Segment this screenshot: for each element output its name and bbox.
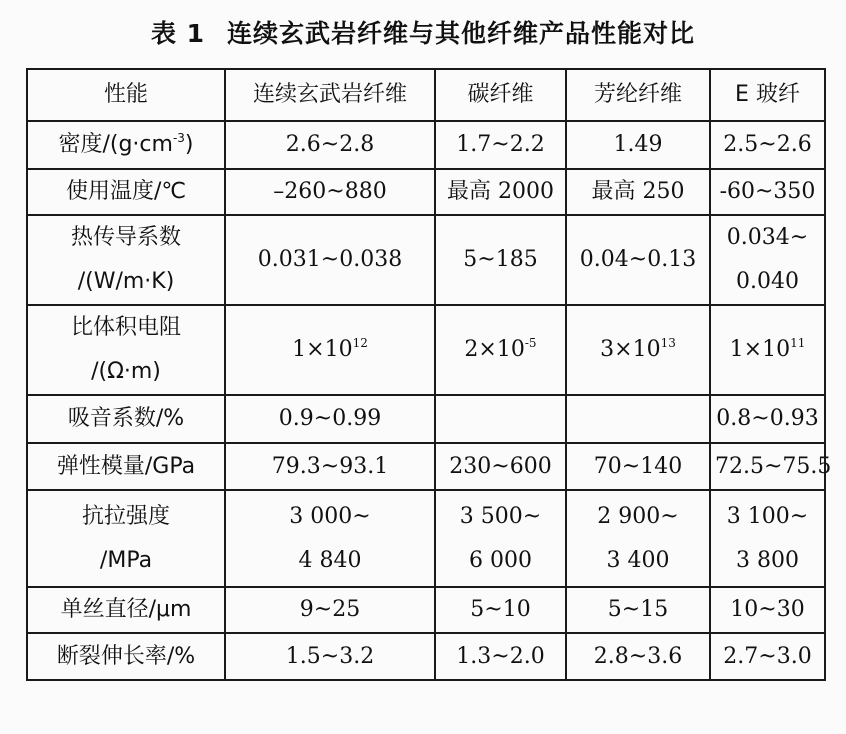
value-cell: 0.9~0.99 (225, 395, 435, 443)
property-cell (27, 305, 225, 395)
value-cell: 2.8~3.6 (566, 633, 710, 680)
value-cell: 79.3~93.1 (225, 443, 435, 490)
value-cell: 5~15 (566, 587, 710, 633)
table-caption (0, 14, 846, 50)
property-cell: 断裂伸长率/% (27, 633, 225, 680)
value-line: 3 500~ (459, 503, 542, 529)
value-cell (710, 490, 825, 587)
value-cell: 70~140 (566, 443, 710, 490)
header-cell: 连续玄武岩纤维 (225, 69, 435, 121)
value-cell (225, 305, 435, 395)
value-line: 2 900~ (597, 503, 679, 529)
value-cell: 5~185 (435, 215, 566, 305)
property-label: 比体积电阻 (70, 315, 181, 340)
property-unit: /MPa (99, 547, 153, 573)
property-cell: 单丝直径/μm (27, 587, 225, 633)
value-cell: 0.04~0.13 (566, 215, 710, 305)
exponent: 12 (352, 336, 368, 350)
value-line: 0.040 (736, 269, 799, 294)
value-line: 4 840 (298, 547, 362, 573)
property-unit: /(Ω·m) (91, 359, 161, 384)
value-cell (710, 215, 825, 305)
value-cell: 1.5~3.2 (225, 633, 435, 680)
value-cell (435, 490, 566, 587)
header-row (27, 69, 825, 121)
value-cell: 230~600 (435, 443, 566, 490)
value-cell: 1.49 (566, 121, 710, 169)
value-base: 3×10 (600, 337, 661, 362)
property-cell (27, 490, 225, 587)
property-cell: 使用温度/℃ (27, 169, 225, 215)
value-cell (225, 490, 435, 587)
value-cell: 2.7~3.0 (710, 633, 825, 680)
table-row (27, 169, 825, 215)
value-cell: 最高 250 (566, 169, 710, 215)
value-cell: 2.5~2.6 (710, 121, 825, 169)
table-row (27, 490, 825, 587)
value-cell (435, 305, 566, 395)
value-cell: 0.031~0.038 (225, 215, 435, 305)
value-base: 1×10 (729, 337, 791, 362)
property-cell (27, 121, 225, 169)
header-cell: 芳纶纤维 (566, 69, 710, 121)
value-line: 3 100~ (726, 503, 809, 529)
value-cell (435, 395, 566, 443)
value-cell (566, 395, 710, 443)
value-cell (566, 490, 710, 587)
value-cell: 2.6~2.8 (225, 121, 435, 169)
header-cell: 碳纤维 (435, 69, 566, 121)
value-line: 0.034~ (726, 225, 809, 250)
table-row (27, 121, 825, 169)
property-cell: 弹性模量/GPa (27, 443, 225, 490)
property-cell: 吸音系数/% (27, 395, 225, 443)
value-base: 2×10 (464, 337, 525, 362)
value-cell: 1.3~2.0 (435, 633, 566, 680)
value-cell: 10~30 (710, 587, 825, 633)
header-cell: E 玻纤 (710, 69, 825, 121)
value-cell: 1.7~2.2 (435, 121, 566, 169)
value-line: 3 800 (736, 547, 799, 573)
property-label: 密度/(g·cm (58, 132, 173, 157)
value-line: 3 400 (606, 547, 670, 573)
value-cell (566, 305, 710, 395)
value-line: 6 000 (469, 547, 532, 573)
property-label: 热传导系数 (70, 225, 181, 250)
value-cell: 最高 2000 (435, 169, 566, 215)
table-row (27, 443, 825, 490)
property-label: 抗拉强度 (81, 503, 170, 529)
property-unit: /(W/m·K) (77, 269, 175, 294)
value-cell: 5~10 (435, 587, 566, 633)
value-cell (710, 305, 825, 395)
property-cell (27, 215, 225, 305)
value-line: 3 000~ (289, 503, 371, 529)
value-cell: 9~25 (225, 587, 435, 633)
table-row (27, 215, 825, 305)
header-cell: 性能 (27, 69, 225, 121)
value-cell: 0.8~0.93 (710, 395, 825, 443)
value-cell: -60~350 (710, 169, 825, 215)
exponent: -5 (524, 336, 537, 350)
property-label-tail: ) (184, 132, 194, 157)
value-base: 1×10 (292, 337, 353, 362)
value-cell: 72.5~75.5 (710, 443, 825, 490)
table-row (27, 395, 825, 443)
table-row (27, 633, 825, 680)
table-row (27, 305, 825, 395)
comparison-table (26, 68, 832, 681)
table-number: 表 1 (150, 19, 206, 48)
value-cell: –260~880 (225, 169, 435, 215)
exponent: 11 (790, 336, 806, 350)
table-title: 连续玄武岩纤维与其他纤维产品性能对比 (227, 19, 696, 48)
exponent: 13 (660, 336, 676, 350)
table-row (27, 587, 825, 633)
exponent: -3 (172, 131, 185, 145)
